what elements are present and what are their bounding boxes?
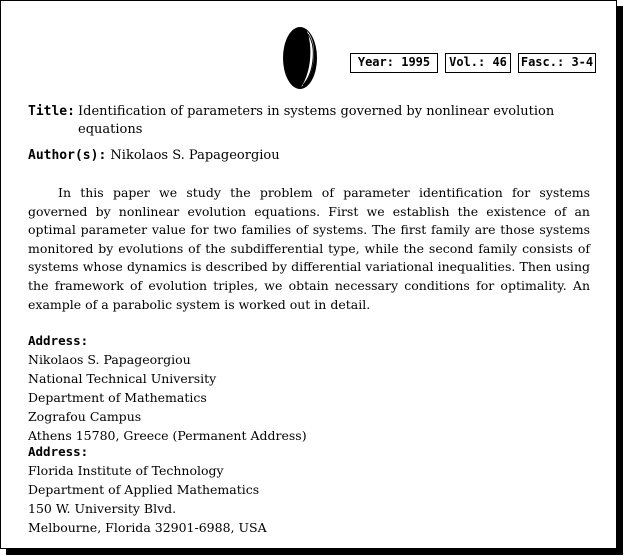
address-line: Melbourne, Florida 32901-6988, USA [28, 520, 267, 535]
title-row [28, 103, 598, 139]
fascicle-label: Fasc.: [520, 55, 565, 69]
address-block-1 [28, 331, 428, 445]
volume-value: 46 [492, 55, 507, 69]
address-block-2 [28, 442, 428, 537]
address-line: Department of Applied Mathematics [28, 482, 260, 497]
address-line: Department of Mathematics [28, 390, 207, 405]
author-row [28, 147, 598, 165]
title-label: Title: [28, 104, 75, 119]
address-line: Athens 15780, Greece (Permanent Address) [28, 428, 307, 443]
journal-logo-icon [281, 25, 319, 91]
volume-label: Vol.: [449, 55, 486, 69]
fascicle-value: 3-4 [571, 55, 594, 69]
address-line: National Technical University [28, 371, 217, 386]
year-box [350, 53, 438, 73]
address-label: Address: [28, 444, 89, 459]
abstract: In this paper we study the problem of parameter identification for systems governed by nonlinear evolution equations. First we establish the existence of an optimal parameter value for two families of systems. The first family are those systems monitored by evolutions of the subdifferential type, while the second family consists of systems whose dynamics is described by differential variational inequalities. Then using the framework of evolution triples, we obtain necessary conditions for optimality. An example of a parabolic system is worked out in detail. [28, 185, 590, 312]
author-name: Nikolaos S. Papageorgiou [110, 148, 280, 163]
address-label: Address: [28, 333, 89, 348]
year-label: Year: [357, 55, 394, 69]
fascicle-box [518, 53, 596, 73]
year-value: 1995 [401, 55, 431, 69]
paper-title: Identification of parameters in systems governed by nonlinear evolution equations [78, 104, 555, 137]
address-line: 150 W. University Blvd. [28, 501, 177, 516]
volume-box [445, 53, 511, 73]
address-line: Florida Institute of Technology [28, 463, 224, 478]
author-label: Author(s): [28, 148, 107, 163]
address-line: Nikolaos S. Papageorgiou [28, 352, 191, 367]
address-line: Zografou Campus [28, 409, 142, 424]
